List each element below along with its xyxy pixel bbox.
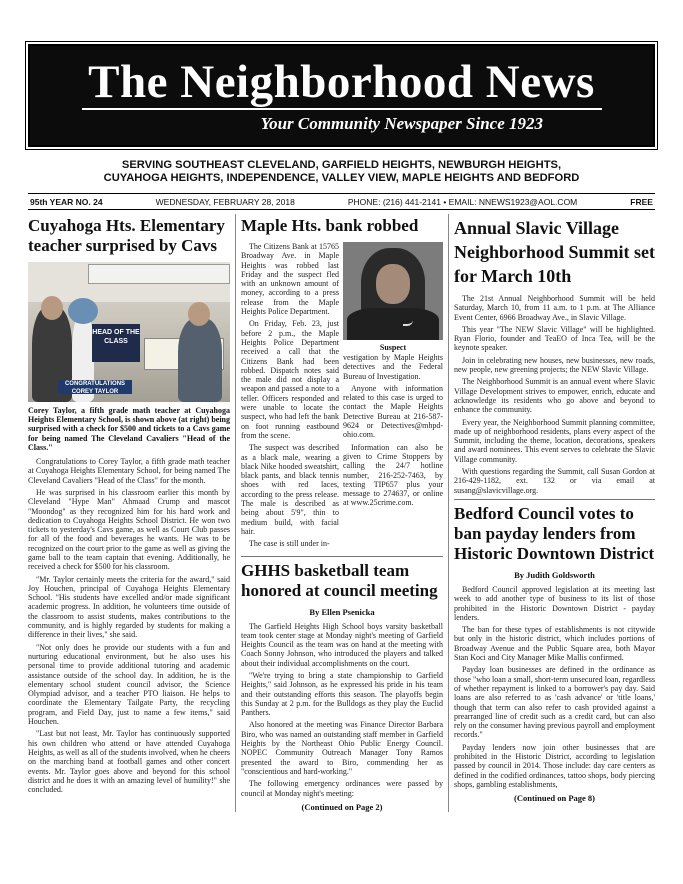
- teacher-photo: [28, 262, 230, 402]
- basketball-paragraph-2: "We're trying to bring a state championship to Garfield Heights," said Johnson, as he expressed his pride in his team and their outstanding efforts this season. The playoffs begin this Sunday at 2 p.m. for the Bulldogs as they play the Euclid Panthers.: [241, 670, 443, 718]
- basketball-paragraph-4: The following emergency ordinances were passed by council at Monday night's meeting:: [241, 779, 443, 798]
- newspaper-tagline: Your Community Newspaper Since 1923: [260, 114, 543, 133]
- headline-bank-robbed: Maple Hts. bank robbed: [241, 216, 419, 235]
- column-3: [454, 214, 655, 812]
- bank-paragraph-4: The case is still under in-: [249, 539, 330, 549]
- bedford-paragraph-2: The ban for these types of establishments is not citywide but only in the historic district, which includes portions of Broadway Avenue and the Public Square area, both Mayor Stan Koci and City Manager Mike Mallis confirmed.: [454, 625, 655, 663]
- article-columns: [28, 214, 655, 812]
- headline-slavic-village: Annual Slavic Village Neighborhood Summit set for March 10th: [454, 218, 655, 286]
- service-line-1: SERVING SOUTHEAST CLEVELAND, GARFIELD HEIGHTS, NEWBURGH HEIGHTS,: [121, 159, 562, 171]
- headline-bedford-council: Bedford Council votes to ban payday lenders from Historic Downtown District: [454, 503, 655, 563]
- teacher-paragraph-3: "Mr. Taylor certainly meets the criteria for the award," said Joy Houchen, principal of Cuyahoga Heights Elementary School. "His students have excelled and/or made significant academic progress. In addition, he volunteers time outside of the classroom to assist students, makes contributions to the community, and is highly regarded by students for making a difference in their lives," she said.: [28, 574, 230, 640]
- suspect-photo: [343, 242, 443, 340]
- issue-number: 95th YEAR NO. 24: [30, 196, 103, 207]
- column-1: [28, 214, 230, 812]
- bank-paragraph-5: vestigation by Maple Heights detectives and the Federal Bureau of Investigation.: [343, 353, 443, 381]
- service-area: [28, 159, 655, 185]
- story-separator-2: [241, 556, 443, 557]
- teacher-paragraph-2: He was surprised in his classroom earlier this month by Cleveland "Hype Man" Ahmaad Crump and mascot "Moondog" as they recognized him for his hard work and dedication to Cuyahoga Heights School District. He won two tickets to yesterday's Cavs game, as well as Court Club passes for all of the food and beverages he wants. He was to be recognized on the court prior to the game as well as giving the game ball to the team captain that evening. Additionally, he received a check for $500 for his classroom.: [28, 487, 230, 572]
- bank-story-body: [241, 242, 443, 552]
- column-2: [241, 214, 443, 812]
- price-label: FREE: [630, 196, 653, 207]
- photo-whiteboard: [88, 264, 230, 284]
- bedford-continued: (Continued on Page 8): [514, 793, 595, 804]
- bank-paragraph-7: Information can also be given to Crime Stoppers by calling the 24/7 hotline number, 216-252-7463, by texting TIP657 plus your message to 274637, or online at www.25crime.com.: [343, 442, 443, 508]
- masthead: [28, 44, 655, 147]
- issue-info-bar: [28, 193, 655, 210]
- basketball-byline: By Ellen Psenicka: [309, 606, 375, 617]
- bedford-paragraph-4: Payday lenders now join other businesses that are prohibited in the Historic District, according to legislation passed by council in 2014. Those include: day care centers as defined in the codified ordinances, tattoo shops, body piercing shops, gambling establishments,: [454, 742, 655, 789]
- bank-paragraph-2: On Friday, Feb. 23, just before 2 p.m., the Maple Heights Police Department received a call that the Citizens Bank had been robbed. Dispatch notes said the male did not display a weapon and passed a note to a teller. Officers responded and were unable to locate the suspect, who had left the bank on foot running eastbound from the scene.: [241, 319, 339, 440]
- summit-paragraph-5: Every year, the Neighborhood Summit planning committee, made up of neighborhood residents, plans every aspect of the Summit, including the theme, location, decorations, speakers and award nominees. This event serves to celebrate the Slavic Village community.: [454, 417, 655, 464]
- column-divider-2: [448, 214, 449, 812]
- bank-story-left: [241, 242, 339, 552]
- teacher-paragraph-4: "Not only does he provide our students with a fun and nurturing educational environment, but he also uses his personal time to provide additional tutoring and academic assistance outside of the school day. In addition, he is the elementary school student council advisor, the Science Olympiad advisor, and a teacher PTO liaison. He helps to coordinate the Elementary Tailgate Party, the recycling program, and Field Day, just to name a few items," said Houchen.: [28, 642, 230, 727]
- bedford-paragraph-1: Bedford Council approved legislation at its meeting last week to add another type of business to its list of those prohibited in the Historic Downtown District - payday lenders.: [454, 584, 655, 622]
- headline-basketball: GHHS basketball team honored at council meeting: [241, 560, 438, 600]
- photo-person-left-head: [41, 296, 63, 320]
- column-divider-1: [235, 214, 236, 812]
- newspaper-page: [0, 44, 683, 884]
- summit-paragraph-4: The Neighborhood Summit is an annual event where Slavic Village Development strives to empower, enrich, educate and acknowledge its residents who go above and beyond to enhance the community.: [454, 377, 655, 415]
- suspect-caption: Suspect: [379, 343, 407, 352]
- summit-paragraph-2: This year "The NEW Slavic Village" will be highlighted. Ryan Florio, founder and TeaEO of Inca Tea, will be the keynote speaker.: [454, 324, 655, 353]
- service-line-2: CUYAHOGA HEIGHTS, INDEPENDENCE, VALLEY VIEW, MAPLE HEIGHTS AND BEDFORD: [103, 172, 580, 184]
- photo-person-right-head: [188, 302, 210, 326]
- bedford-byline: By Judith Goldsworth: [514, 569, 595, 580]
- photo-head-of-class-sign: HEAD OF THE CLASS: [92, 324, 140, 362]
- teacher-paragraph-5: "Last but not least, Mr. Taylor has continuously supported his own children who attend or have attended Cuyahoga Heights, as well as all of the students involved, when he cheers on the marching band at football games and other concert events. Mr. Taylor goes above and beyond for this school district and he does it with an amazing level of humility!" she concluded.: [28, 729, 230, 795]
- bank-story-right: [343, 242, 443, 552]
- basketball-continued: (Continued on Page 2): [301, 801, 383, 812]
- newspaper-title: The Neighborhood News: [88, 56, 595, 108]
- teacher-photo-caption: Corey Taylor, a fifth grade math teacher at Cuyahoga Heights Elementary School, is shown above (at right) being surprised with a check for $500 and tickets to a Cavs game for being named The Cleveland Cavaliers "Head of the Class.": [28, 406, 230, 452]
- teacher-paragraph-1: Congratulations to Corey Taylor, a fifth grade math teacher at Cuyahoga Heights Elementary School, for being named The Cleveland Cavaliers "Head of the Class" for the month.: [28, 457, 230, 485]
- contact-info: PHONE: (216) 441-2141 • EMAIL: NNEWS1923@AOL.COM: [347, 196, 578, 207]
- basketball-paragraph-3: Also honored at the meeting was Finance Director Barbara Biro, who was named an outstanding staff member in Garfield Heights by the Northeast Ohio Public Energy Council. NOPEC Community Outreach Manager Tony Ramos presented the award to Biro, commending her as "conscientious and hard-working.": [241, 720, 443, 776]
- issue-date: WEDNESDAY, FEBRUARY 28, 2018: [155, 196, 295, 207]
- suspect-face: [376, 264, 410, 304]
- summit-paragraph-6: With questions regarding the Summit, call Susan Gordon at 216-429-1182, ext. 132 or via email at susang@slavicvillage.org.: [454, 467, 655, 495]
- story-separator-3: [454, 499, 655, 500]
- suspect-body: [347, 308, 439, 340]
- bank-paragraph-6: Anyone with information related to this case is urged to contact the Maple Heights Detective Bureau at 216-587-9624 or Detectives@mhpd-ohio.com.: [343, 383, 443, 440]
- bedford-paragraph-3: Payday loan businesses are defined in the ordinance as those "who loan a small, short-term unsecured loan, regardless of whether repayment is linked to a borrower's pay day. Said loans are also referred to as 'cash advance' or 'title loans,' though that term can also refer to cash provided against a prearranged line of credit such as a credit card, but can also rely on the consumer having previous payroll and employment records.": [454, 665, 655, 740]
- masthead-rule: [82, 108, 602, 110]
- basketball-paragraph-1: The Garfield Heights High School boys varsity basketball team took center stage at Monday night's meeting of Garfield Heights Council as the team was on hand at the meeting with Coach Sonny Johnson, who introduced the players and talked about their individual accomplishments on the court.: [241, 621, 443, 668]
- summit-paragraph-3: Join in celebrating new houses, new businesses, new roads, new people, new greening projects; the NEW Slavic Village.: [454, 355, 655, 375]
- headline-teacher: Cuyahoga Hts. Elementary teacher surprised by Cavs: [28, 216, 225, 255]
- photo-congratulations-banner: CONGRATULATIONS COREY TAYLOR: [58, 380, 132, 394]
- bank-paragraph-3: The suspect was described as a black male, wearing a black Nike hooded sweatshirt, black pants, and black tennis shoes with red laces, according to the press release. The male is described as being about 5'9", thin to medium build, with facial hair.: [241, 443, 339, 536]
- photo-mascot-head: [68, 298, 98, 324]
- bank-paragraph-1: The Citizens Bank at 15765 Broadway Ave. in Maple Heights was robbed last Friday and the suspect fled with an unknown amount of money, according to a press release from the Maple Heights Police Department.: [241, 242, 339, 317]
- summit-paragraph-1: The 21st Annual Neighborhood Summit will be held Saturday, March 10, from 11 a.m. to 1 p.m. at The Alliance Event Center, 6966 Broadway Ave., in Slavic Village.: [454, 294, 655, 322]
- photo-person-right: [178, 318, 222, 402]
